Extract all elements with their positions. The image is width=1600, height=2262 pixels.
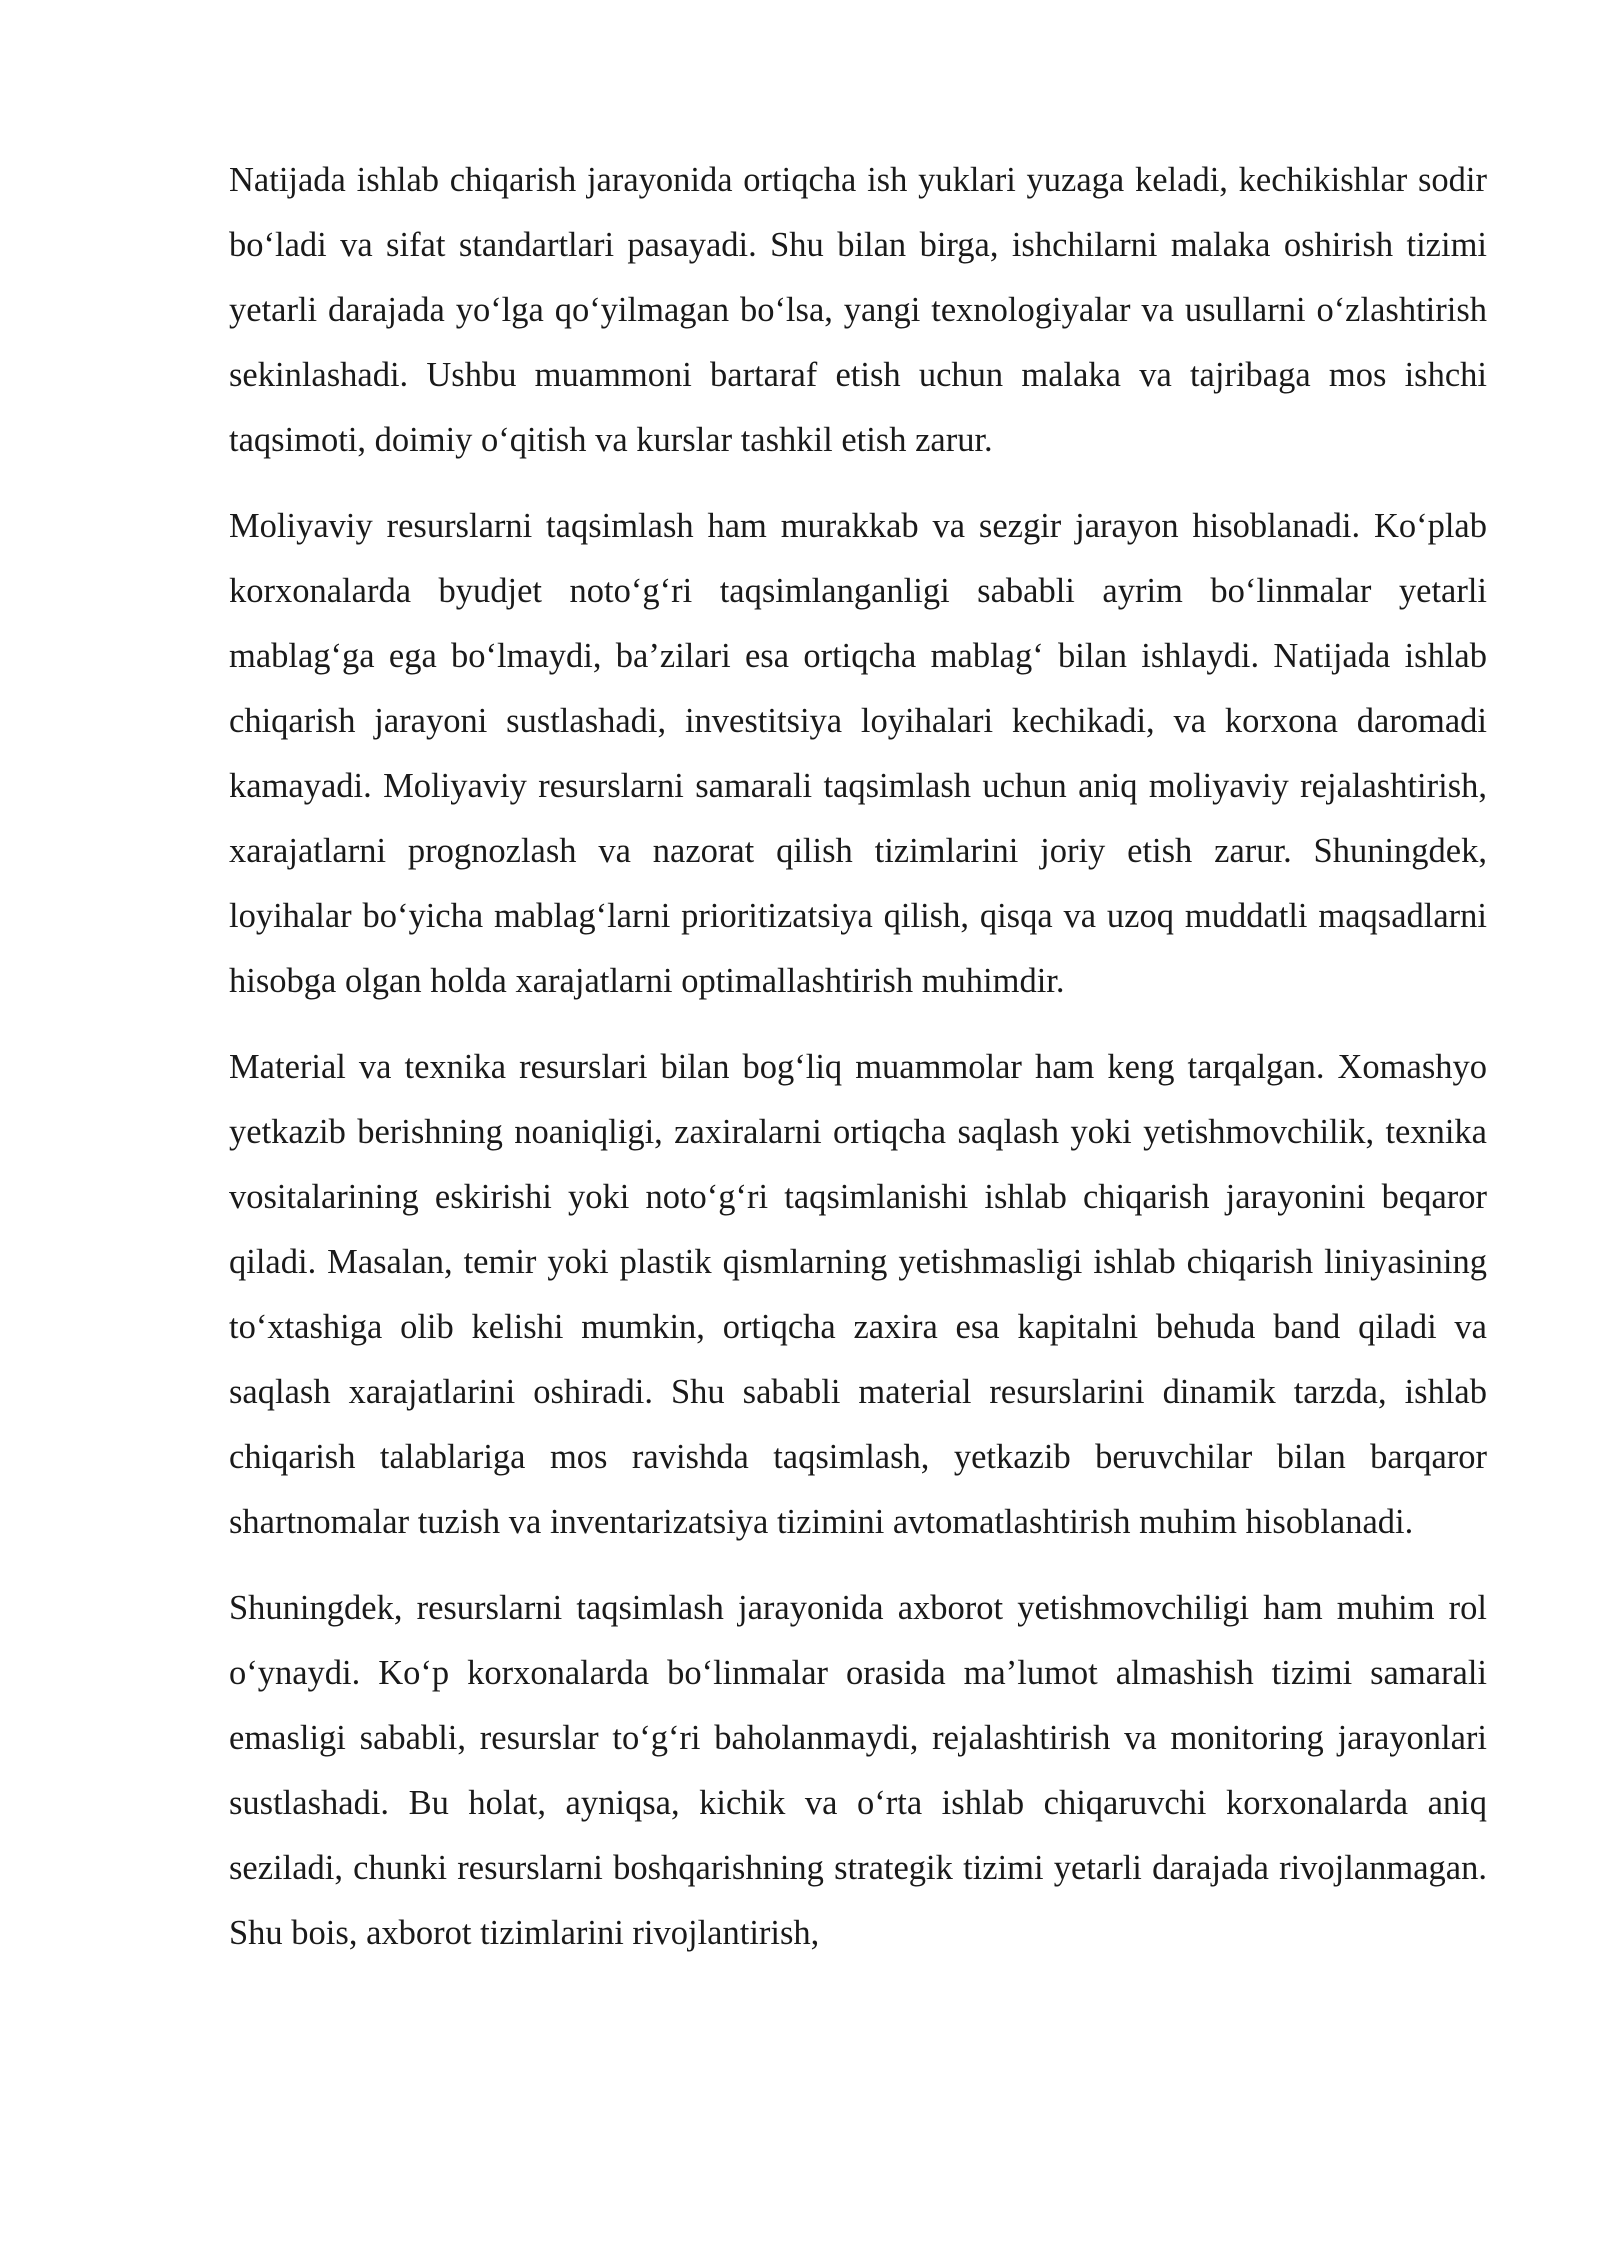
- paragraph-4: Shuningdek, resurslarni taqsimlash jarayonida axborot yetishmovchiligi ham muhim rol o‘ynaydi. Ko‘p korxonalarda bo‘linmalar orasida ma’lumot almashish tizimi samarali emasligi sababli, resurslar to‘g‘ri baholanmaydi, rejalashtirish va monitoring jarayonlari sustlashadi. Bu holat, ayniqsa, kichik va o‘rta ishlab chiqaruvchi korxonalarda aniq seziladi, chunki resurslarni boshqarishning strategik tizimi yetarli darajada rivojlanmagan. Shu bois, axborot tizimlarini rivojlantirish,: [229, 1589, 1487, 1952]
- paragraph-3: Material va texnika resurslari bilan bog‘liq muammolar ham keng tarqalgan. Xomashyo yetkazib berishning noaniqligi, zaxiralarni ortiqcha saqlash yoki yetishmovchilik, texnika vositalarining eskirishi yoki noto‘g‘ri taqsimlanishi ishlab chiqarish jarayonini beqaror qiladi. Masalan, temir yoki plastik qismlarning yetishmasligi ishlab chiqarish liniyasining to‘xtashiga olib kelishi mumkin, ortiqcha zaxira esa kapitalni behuda band qiladi va saqlash xarajatlarini oshiradi. Shu sababli material resurslarini dinamik tarzda, ishlab chiqarish talablariga mos ravishda taqsimlash, yetkazib beruvchilar bilan barqaror shartnomalar tuzish va inventarizatsiya tizimini avtomatlashtirish muhim hisoblanadi.: [229, 1048, 1487, 1541]
- document-body: [229, 148, 1487, 1987]
- paragraph-1: Natijada ishlab chiqarish jarayonida ortiqcha ish yuklari yuzaga keladi, kechikishlar sodir bo‘ladi va sifat standartlari pasayadi. Shu bilan birga, ishchilarni malaka oshirish tizimi yetarli darajada yo‘lga qo‘yilmagan bo‘lsa, yangi texnologiyalar va usullarni o‘zlashtirish sekinlashadi. Ushbu muammoni bartaraf etish uchun malaka va tajribaga mos ishchi taqsimoti, doimiy o‘qitish va kurslar tashkil etish zarur.: [229, 161, 1487, 459]
- paragraph-2: Moliyaviy resurslarni taqsimlash ham murakkab va sezgir jarayon hisoblanadi. Ko‘plab korxonalarda byudjet noto‘g‘ri taqsimlanganligi sababli ayrim bo‘linmalar yetarli mablag‘ga ega bo‘lmaydi, ba’zilari esa ortiqcha mablag‘ bilan ishlaydi. Natijada ishlab chiqarish jarayoni sustlashadi, investitsiya loyihalari kechikadi, va korxona daromadi kamayadi. Moliyaviy resurslarni samarali taqsimlash uchun aniq moliyaviy rejalashtirish, xarajatlarni prognozlash va nazorat qilish tizimlarini joriy etish zarur. Shuningdek, loyihalar bo‘yicha mablag‘larni prioritizatsiya qilish, qisqa va uzoq muddatli maqsadlarni hisobga olgan holda xarajatlarni optimallashtirish muhimdir.: [229, 507, 1487, 1000]
